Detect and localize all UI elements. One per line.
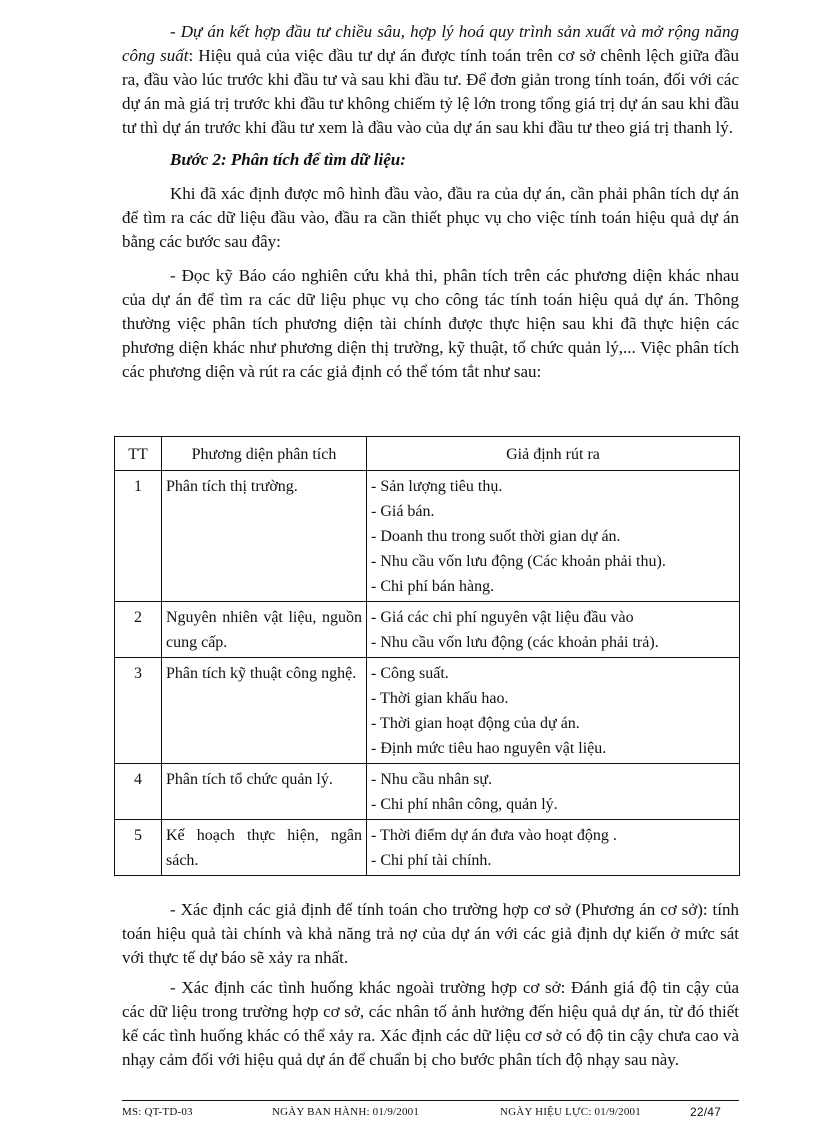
row-number: 3: [115, 658, 162, 764]
row-aspect: Phân tích tổ chức quản lý.: [162, 764, 367, 820]
bottom-text: [122, 898, 739, 1072]
table-row: [115, 820, 740, 876]
row-number: 5: [115, 820, 162, 876]
table-row: [115, 602, 740, 658]
assumption-item: - Thời gian khấu hao.: [371, 690, 509, 707]
assumption-item: - Công suất.: [371, 665, 449, 682]
paragraph-body: : Hiệu quả của việc đầu tư dự án được tính toán trên cơ sở chênh lệch giữa đầu ra, đầu vào lúc trước khi đầu tư và sau khi đầu tư. Để đơn giản trong tính toán, đối với các dự án mà giá trị trước khi đầu tư không chiếm tỷ lệ lớn trong tổng giá trị dự án sau khi đầu tư thì dự án trước khi đầu tư xem là đầu vào của dự án sau khi đầu tư theo giá trị thanh lý.: [122, 46, 739, 137]
assumption-item: - Chi phí nhân công, quản lý.: [371, 796, 558, 813]
step-heading: Bước 2: Phân tích để tìm dữ liệu:: [170, 150, 406, 169]
header-aspect: Phương diện phân tích: [162, 437, 367, 471]
row-aspect: Nguyên nhiên vật liệu, nguồn cung cấp.: [162, 602, 367, 658]
row-number: 4: [115, 764, 162, 820]
assumption-item: - Định mức tiêu hao nguyên vật liệu.: [371, 740, 607, 757]
top-text: [122, 20, 739, 384]
row-aspect: Phân tích thị trường.: [162, 471, 367, 602]
assumption-item: - Chi phí bán hàng.: [371, 578, 495, 595]
paragraph-lead-italic: - Dự án kết hợp đầu tư chiều sâu, hợp lý hoá quy trình sản xuất và mở rộng năng công suất: [122, 22, 739, 65]
assumption-item: - Giá bán.: [371, 503, 435, 520]
table-row: [115, 471, 740, 602]
assumption-item: - Nhu cầu nhân sự.: [371, 771, 493, 788]
paragraph-investment-depth: [122, 20, 739, 140]
row-assumptions: [367, 471, 740, 602]
assumption-item: - Sản lượng tiêu thụ.: [371, 478, 503, 495]
row-aspect: Kế hoạch thực hiện, ngân sách.: [162, 820, 367, 876]
row-assumptions: [367, 764, 740, 820]
assumption-item: - Chi phí tài chính.: [371, 852, 492, 869]
document-code: MS: QT-TD-03: [122, 1106, 193, 1118]
row-aspect: Phân tích kỹ thuật công nghệ.: [162, 658, 367, 764]
effective-date: NGÀY HIỆU LỰC: 01/9/2001: [500, 1106, 641, 1118]
page-footer: [122, 1100, 739, 1119]
page-number: 22/47: [690, 1105, 722, 1119]
assumption-item: - Nhu cầu vốn lưu động (các khoản phải trả).: [371, 634, 659, 651]
assumption-item: - Doanh thu trong suốt thời gian dự án.: [371, 528, 621, 545]
header-tt: TT: [115, 437, 162, 471]
row-assumptions: [367, 820, 740, 876]
table-row: [115, 764, 740, 820]
assumption-item: - Nhu cầu vốn lưu động (Các khoản phải thu).: [371, 553, 666, 570]
analysis-table: [114, 436, 740, 876]
row-number: 2: [115, 602, 162, 658]
header-assumptions: Giả định rút ra: [367, 437, 740, 471]
assumption-item: - Thời gian hoạt động của dự án.: [371, 715, 580, 732]
table-header-row: [115, 437, 740, 471]
step-detail-paragraph: - Đọc kỹ Báo cáo nghiên cứu khả thi, phân tích trên các phương diện khác nhau của dự án để tìm ra các dữ liệu phục vụ cho công tác tính toán hiệu quả dự án. Thông thường việc phân tích phương diện tài chính được thực hiện sau khi đã thực hiện các phương diện khác như phương diện thị trường, kỹ thuật, tổ chức quản lý,... Việc phân tích các phương diện và rút ra các giả định có thể tóm tắt như sau:: [122, 266, 739, 381]
table-row: [115, 658, 740, 764]
paragraph-base-case: - Xác định các giả định để tính toán cho trường hợp cơ sở (Phương án cơ sở): tính toán hiệu quả tài chính và khả năng trả nợ của dự án với các giả định dự kiến ở mức sát với thực tế dự báo sẽ xảy ra nhất.: [122, 900, 739, 967]
row-assumptions: [367, 602, 740, 658]
row-number: 1: [115, 471, 162, 602]
assumption-item: - Thời điểm dự án đưa vào hoạt động .: [371, 827, 617, 844]
paragraph-other-scenarios: - Xác định các tình huống khác ngoài trường hợp cơ sở: Đánh giá độ tin cậy của các dữ liệu trong trường hợp cơ sở, các nhân tố ảnh hưởng đến hiệu quả dự án, từ đó thiết kế các tình huống khác có thể xảy ra. Xác định các dữ liệu cơ sở có độ tin cậy chưa cao và nhạy cảm đối với hiệu quả dự án để chuẩn bị cho bước phân tích độ nhạy sau này.: [122, 978, 739, 1069]
row-assumptions: [367, 658, 740, 764]
step-intro-paragraph: Khi đã xác định được mô hình đầu vào, đầu ra của dự án, cần phải phân tích dự án để tìm ra các dữ liệu đầu vào, đầu ra cần thiết phục vụ cho việc tính toán hiệu quả dự án bằng các bước sau đây:: [122, 184, 739, 251]
issue-date: NGÀY BAN HÀNH: 01/9/2001: [272, 1106, 420, 1118]
assumption-item: - Giá các chi phí nguyên vật liệu đầu vào: [371, 609, 634, 626]
